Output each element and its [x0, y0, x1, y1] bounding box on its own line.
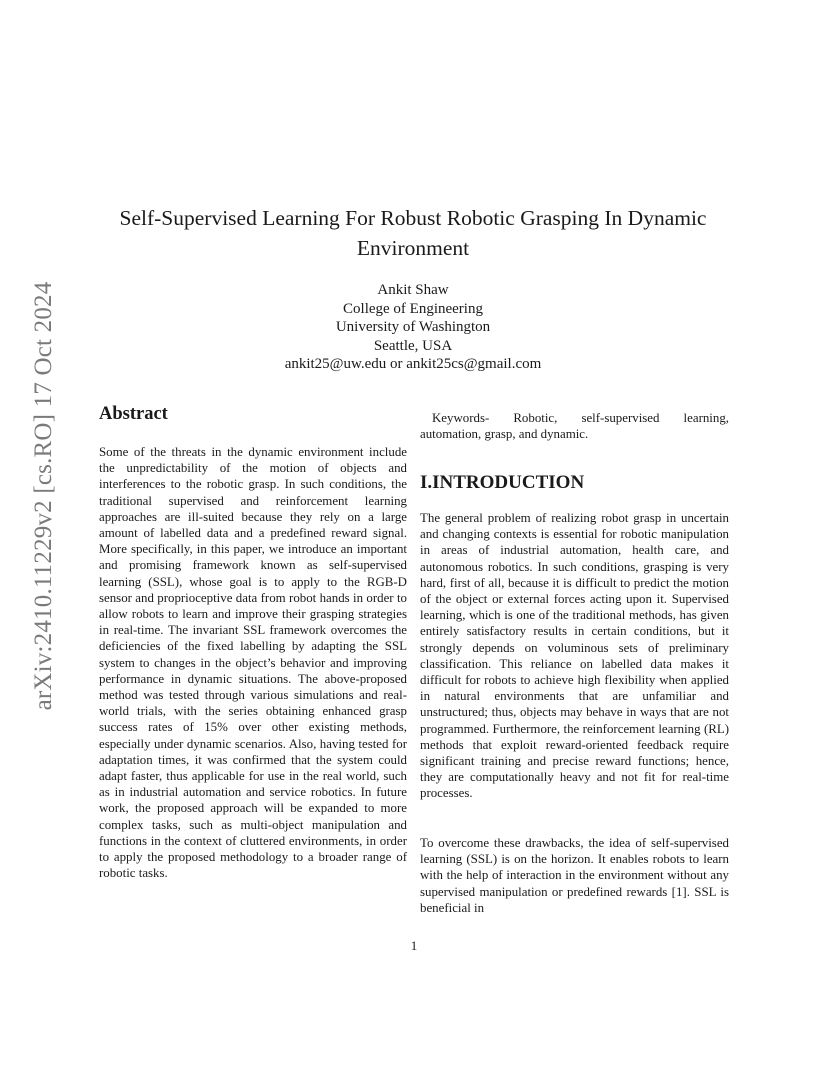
introduction-paragraph-1: The general problem of realizing robot grasp in uncertain and changing contexts is essential for robotic manipulation in areas of industrial automation, health care, and autonomous robotics. In such conditions, grasping is very hard, first of all, because it is difficult to predict the motion of the object or external forces acting upon it. Supervised learning, which is one of the traditional methods, has given entirely satisfactory results in certain conditions, but it strongly depends on voluminous sets of preliminary classification. This reliance on labelled data makes it difficult for robots to achieve high flexibility when applied in natural environments that are unfamiliar and unstructured; thus, objects may behave in ways that are not programmed. Furthermore, the reinforcement learning (RL) methods that exploit reward-oriented feedback require significant training and precise reward functions; hence, they are computationally heavy and not fit for real-time processes.: [420, 511, 729, 801]
abstract-heading: Abstract: [99, 404, 168, 424]
author-university: University of Washington: [335, 319, 491, 335]
keywords: Keywords- Robotic, self-supervised learning, automation, grasp, and dynamic.: [420, 411, 729, 442]
page-number: 1: [410, 938, 418, 953]
author-email: ankit25@uw.edu or ankit25cs@gmail.com: [284, 356, 542, 372]
author-name: Ankit Shaw: [377, 282, 449, 298]
author-block: [180, 281, 646, 374]
introduction-heading: I.INTRODUCTION: [420, 472, 585, 493]
author-location: Seattle, USA: [373, 337, 453, 354]
paper-title: Self-Supervised Learning For Robust Robotic Grasping In Dynamic Environment: [119, 206, 707, 260]
abstract-body: Some of the threats in the dynamic environment include the unpredictability of the motion of objects and interferences to the robotic grasp. In such conditions, the traditional supervised and reinforcement learning approaches are ill-suited because they rely on a large amount of labelled data and a predefined reward signal. More specifically, in this paper, we introduce an important and promising framework known as self-supervised learning (SSL), whose goal is to apply to the RGB-D sensor and proprioceptive data from robot hands in order to allow robots to learn and improve their grasping strategies in real-time. The invariant SSL framework overcomes the deficiencies of the fixed labelling by adapting the SSL system to changes in the object’s behavior and improving performance in dynamic situations. The above-proposed method was tested through various simulations and real-world trials, with the series obtaining enhanced grasp success rates of 15% over other existing methods, especially under dynamic scenarios. Also, having tested for adaptation times, it was confirmed that the system could adapt faster, thus applicable for use in the real world, such as in industrial automation and service robotics. In future work, the proposed approach will be expanded to more complex tasks, such as multi-object manipulation and functions in the context of cluttered environments, in order to apply the proposed methodology to a broader range of robotic tasks.: [99, 445, 407, 881]
arxiv-identifier: arXiv:2410.11229v2 [cs.RO] 17 Oct 2024: [30, 281, 57, 711]
introduction-paragraph-2: To overcome these drawbacks, the idea of self-supervised learning (SSL) is on the horizon. It enables robots to learn with the help of interaction in the environment without any supervised manipulation or predefined rewards [1]. SSL is beneficial in: [420, 836, 729, 915]
author-college: College of Engineering: [343, 300, 483, 317]
